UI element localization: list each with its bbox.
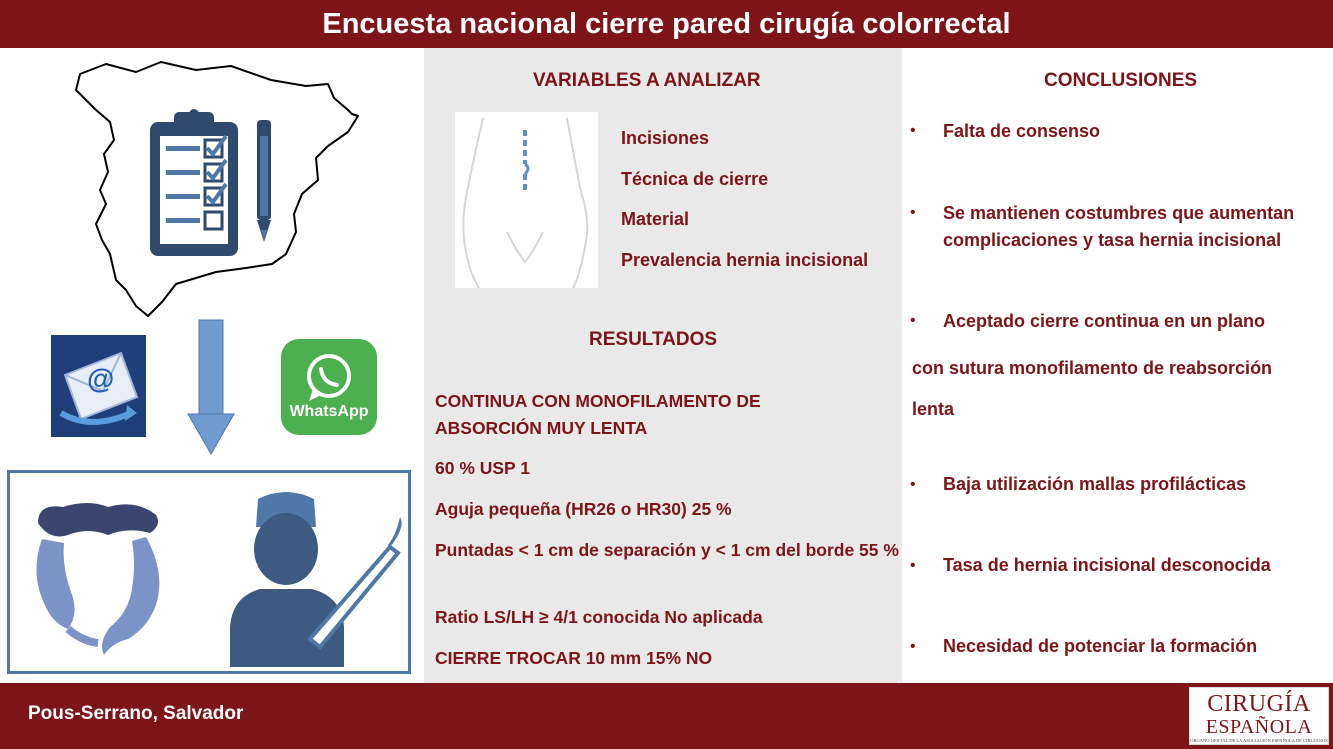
conclusion-item: Se mantienen costumbres que aumentan complicaciones y tasa hernia incisional (943, 203, 1295, 250)
email-icon (51, 335, 146, 437)
at-sign-icon: @ (87, 363, 115, 394)
variables-results-panel (424, 48, 902, 683)
bullet-icon: • (910, 312, 916, 329)
bullet-icon: • (910, 122, 916, 139)
journal-name-line2: ESPAÑOLA (1205, 716, 1313, 738)
page-title: Encuesta nacional cierre pared cirugía colorrectal (322, 7, 1011, 40)
journal-logo (1189, 687, 1329, 745)
bullet-icon: • (910, 476, 916, 493)
variable-item: Prevalencia hernia incisional (621, 250, 869, 270)
abdomen-incision-icon (455, 112, 598, 288)
bullet-icon: • (910, 638, 916, 655)
colon-icon (28, 493, 168, 663)
conclusions-title: CONCLUSIONES (1044, 70, 1198, 91)
conclusion-item: Tasa de hernia incisional desconocida (943, 555, 1271, 575)
down-arrow-icon (186, 318, 236, 458)
result-item: Puntadas < 1 cm de separación y < 1 cm del borde 55 % (435, 540, 899, 560)
result-item: CIERRE TROCAR 10 mm 15% NO (435, 648, 713, 668)
conclusion-item: Baja utilización mallas profilácticas (943, 474, 1247, 494)
variables-title: VARIABLES A ANALIZAR (533, 70, 761, 91)
results-title: RESULTADOS (589, 329, 718, 350)
journal-name-line1: CIRUGÍA (1207, 691, 1311, 717)
conclusion-item: Falta de consenso (943, 121, 1101, 141)
conclusion-item: con sutura monofilamento de reabsorción lenta (912, 358, 1273, 419)
whatsapp-label: WhatsApp (289, 403, 369, 420)
conclusions-panel (902, 48, 1333, 683)
colon-surgeon-box (7, 470, 411, 674)
result-item: Ratio LS/LH ≥ 4/1 conocida No aplicada (435, 607, 763, 627)
footer-bar (0, 683, 1333, 749)
whatsapp-icon (281, 339, 377, 435)
journal-subline: ÓRGANO OFICIAL DE LA ASOCIACIÓN ESPAÑOLA DE CIRUJANOS (1190, 738, 1328, 743)
result-item: CONTINUA CON MONOFILAMENTO DE ABSORCIÓN MUY LENTA (435, 391, 761, 438)
variable-item: Material (621, 209, 690, 229)
variable-item: Técnica de cierre (621, 169, 769, 189)
pen-icon (253, 118, 275, 248)
conclusion-item: Necesidad de potenciar la formación (943, 636, 1258, 656)
bullet-icon: • (910, 557, 916, 574)
conclusion-item: Aceptado cierre continua en un plano (943, 311, 1266, 331)
illustration-panel (0, 48, 424, 683)
clipboard-checklist-icon (148, 106, 244, 258)
result-item: Aguja pequeña (HR26 o HR30) 25 % (435, 499, 732, 519)
surgeon-icon (220, 487, 410, 667)
bullet-icon: • (910, 204, 916, 221)
variable-item: Incisiones (621, 128, 710, 148)
author-name: Pous-Serrano, Salvador (28, 703, 244, 724)
header-bar (0, 0, 1333, 48)
result-item: 60 % USP 1 (435, 458, 531, 478)
